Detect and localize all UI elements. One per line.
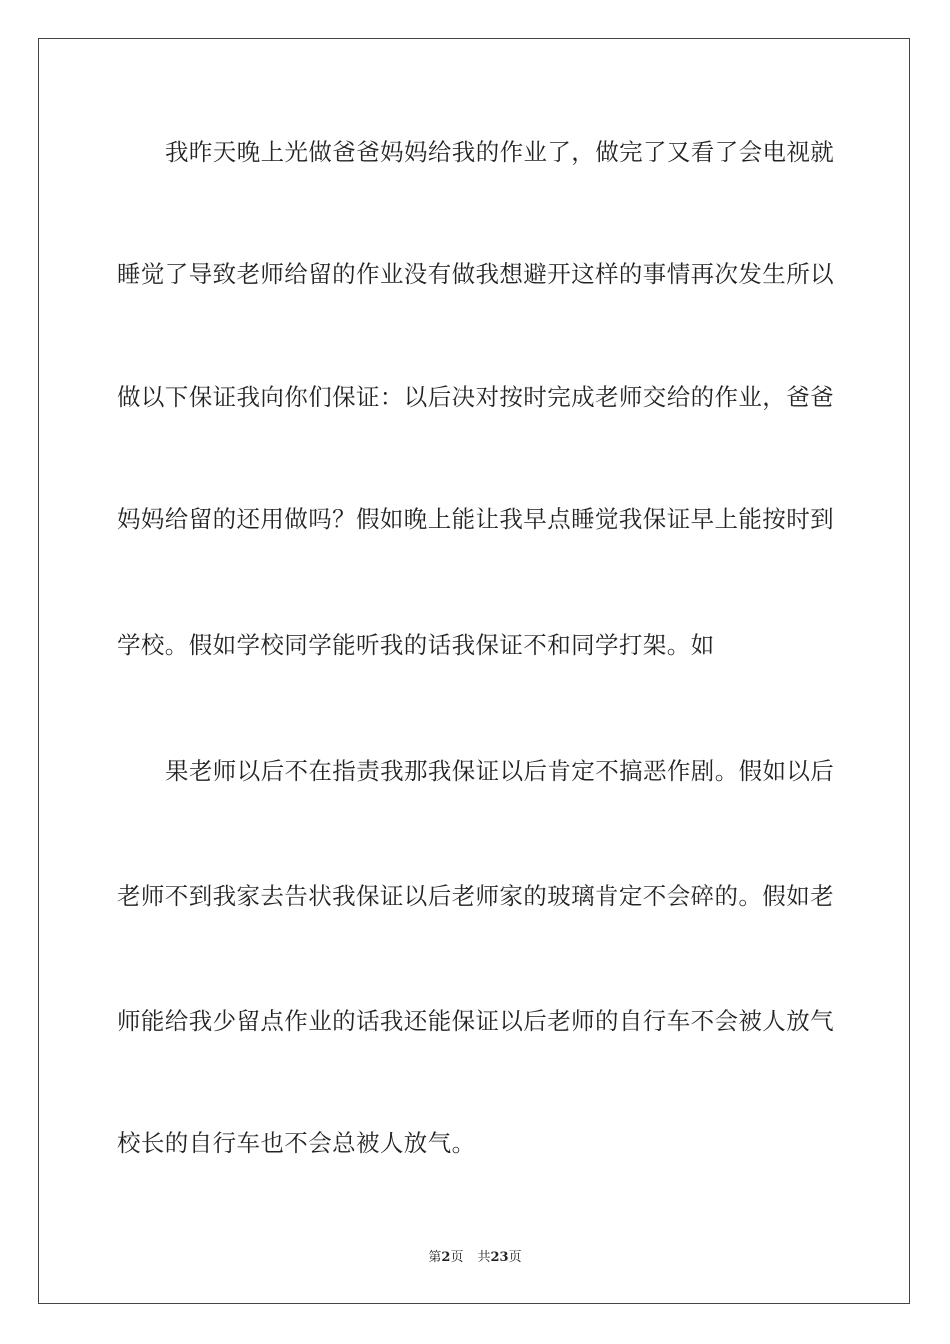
paragraph-line-5: 学校。假如学校同学能听我的话我保证不和同学打架。如	[117, 631, 715, 659]
paragraph-line-6: 果老师以后不在指责我那我保证以后肯定不搞恶作剧。假如以后	[165, 757, 835, 785]
paragraph-line-4: 妈妈给留的还用做吗？假如晚上能让我早点睡觉我保证早上能按时到	[117, 505, 834, 533]
current-page-number: 2	[441, 1250, 451, 1265]
paragraph-line-3: 做以下保证我向你们保证：以后决对按时完成老师交给的作业，爸爸	[117, 383, 834, 411]
total-page-count: 23	[490, 1250, 509, 1265]
paragraph-line-9: 校长的自行车也不会总被人放气。	[117, 1129, 476, 1157]
page-border	[38, 38, 910, 1304]
paragraph-line-8: 师能给我少留点作业的话我还能保证以后老师的自行车不会被人放气	[117, 1007, 834, 1035]
total-prefix: 共	[477, 1250, 491, 1265]
paragraph-line-2: 睡觉了导致老师给留的作业没有做我想避开这样的事情再次发生所以	[117, 260, 834, 288]
paragraph-line-1: 我昨天晚上光做爸爸妈妈给我的作业了，做完了又看了会电视就	[165, 138, 835, 166]
total-unit: 页	[508, 1250, 522, 1265]
page-footer	[0, 1250, 950, 1266]
page-prefix: 第	[428, 1250, 442, 1265]
paragraph-line-7: 老师不到我家去告状我保证以后老师家的玻璃肯定不会碎的。假如老	[117, 882, 834, 910]
page-unit: 页	[450, 1250, 464, 1265]
